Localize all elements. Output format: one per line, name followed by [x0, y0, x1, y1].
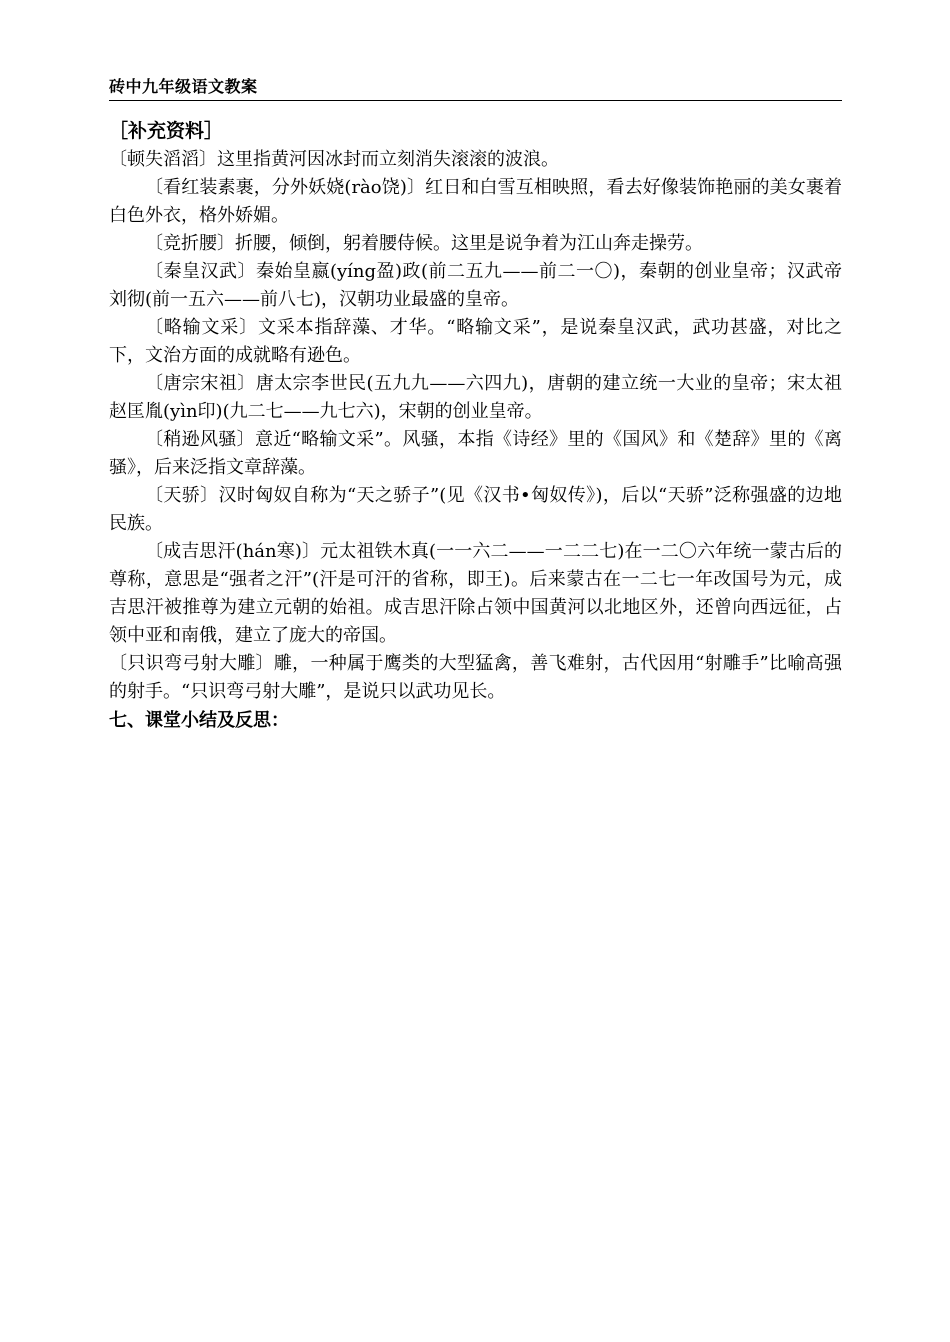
page-header — [109, 76, 842, 101]
summary-heading: 七、课堂小结及反思： — [109, 710, 289, 731]
annotation-paragraph: 〔看红装素裹，分外妖娆(rào饶)〕红日和白雪互相映照，看去好像装饰艳丽的美女裹着白色外衣，格外娇媚。 — [109, 177, 842, 226]
annotation-paragraph: 〔略输文采〕文采本指辞藻、才华。“略输文采”，是说秦皇汉武，武功甚盛，对比之下，文治方面的成就略有逊色。 — [109, 317, 842, 366]
annotation-paragraph: 〔秦皇汉武〕秦始皇嬴(yíng盈)政(前二五九——前二一〇)，秦朝的创业皇帝；汉武帝刘彻(前一五六——前八七)，汉朝功业最盛的皇帝。 — [109, 261, 842, 310]
annotation-paragraph: 〔成吉思汗(hán寒)〕元太祖铁木真(一一六二——一二二七)在一二〇六年统一蒙古后的尊称，意思是“强者之汗”(汗是可汗的省称，即王)。后来蒙古在一二七一年改国号为元，成吉思汗被推尊为建立元朝的始祖。成吉思汗除占领中国黄河以北地区外，还曾向西远征，占领中亚和南俄，建立了庞大的帝国。 — [109, 541, 842, 646]
header-title: 砖中九年级语文教案 — [109, 77, 258, 96]
annotation-paragraph: 〔只识弯弓射大雕〕雕，一种属于鹰类的大型猛禽，善飞难射，古代因用“射雕手”比喻高强的射手。“只识弯弓射大雕”，是说只以武功见长。 — [109, 653, 842, 702]
section-title: ［补充资料］ — [109, 120, 224, 142]
annotation-paragraph: 〔天骄〕汉时匈奴自称为“天之骄子”(见《汉书•匈奴传》)，后以“天骄”泛称强盛的边地民族。 — [109, 485, 842, 534]
document-body — [109, 116, 842, 736]
annotation-paragraph: 〔唐宗宋祖〕唐太宗李世民(五九九——六四九)，唐朝的建立统一大业的皇帝；宋太祖赵匡胤(yìn印)(九二七——九七六)，宋朝的创业皇帝。 — [109, 373, 842, 422]
annotation-paragraph: 〔稍逊风骚〕意近“略输文采”。风骚，本指《诗经》里的《国风》和《楚辞》里的《离骚》，后来泛指文章辞藻。 — [109, 429, 842, 478]
annotation-paragraph: 〔顿失滔滔〕这里指黄河因冰封而立刻消失滚滚的波浪。 — [109, 149, 559, 170]
annotation-paragraph: 〔竞折腰〕折腰，倾倒，躬着腰侍候。这里是说争着为江山奔走操劳。 — [145, 233, 703, 254]
